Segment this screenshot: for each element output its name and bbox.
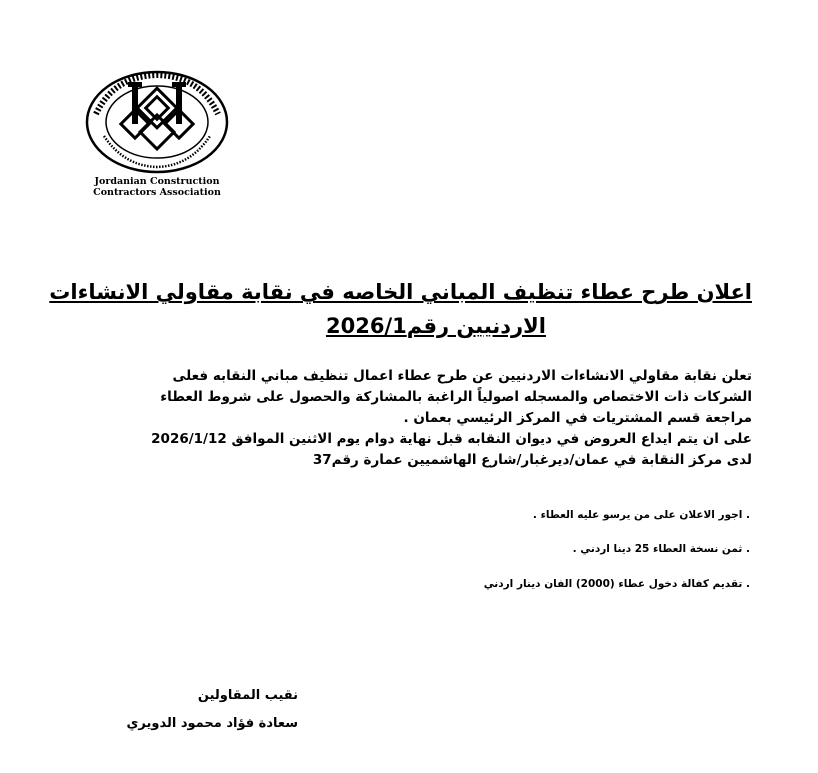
logo-emblem — [84, 70, 230, 174]
signature-title: نقيب المقاولين — [197, 688, 298, 703]
announcement-body — [52, 366, 752, 471]
signature-name: سعادة فؤاد محمود الدويري — [126, 716, 298, 731]
announcement-title-line1: اعلان طرح عطاء تنظيف المباني الخاصه في نقابة مقاولي الانشاءات — [49, 280, 752, 304]
body-line: مراجعة قسم المشتريات في المركز الرئيسي بعمان . — [403, 410, 752, 426]
announcement-title-line2: الاردنيين رقم2026/1 — [326, 314, 546, 338]
body-line: لدى مركز النقابة في عمان/ديرغبار/شارع الهاشميين عمارة رقم37 — [312, 452, 752, 468]
body-line: على ان يتم ايداع العروض في ديوان النقابه قبل نهاية دوام يوم الاثنين الموافق 2026/1/12 — [151, 431, 752, 447]
logo-caption — [82, 176, 232, 198]
note-bid-bond: . تقديم كفالة دخول عطاء (2000) الفان دينار اردني — [483, 578, 750, 590]
body-line: الشركات ذات الاختصاص والمسجله اصولياً الراغبة بالمشاركة والحصول على شروط العطاء — [160, 389, 752, 405]
body-line: تعلن نقابة مقاولي الانشاءات الاردنيين عن طرح عطاء اعمال تنظيف مباني النقابه فعلى — [172, 368, 752, 384]
logo-caption-line1: Jordanian Construction — [94, 176, 220, 187]
logo-caption-line2: Contractors Association — [93, 187, 221, 198]
note-advertising-fees: . اجور الاعلان على من يرسو عليه العطاء . — [532, 509, 750, 521]
association-logo — [82, 70, 232, 198]
note-tender-price: . ثمن نسخة العطاء 25 دينا اردني . — [572, 543, 750, 555]
